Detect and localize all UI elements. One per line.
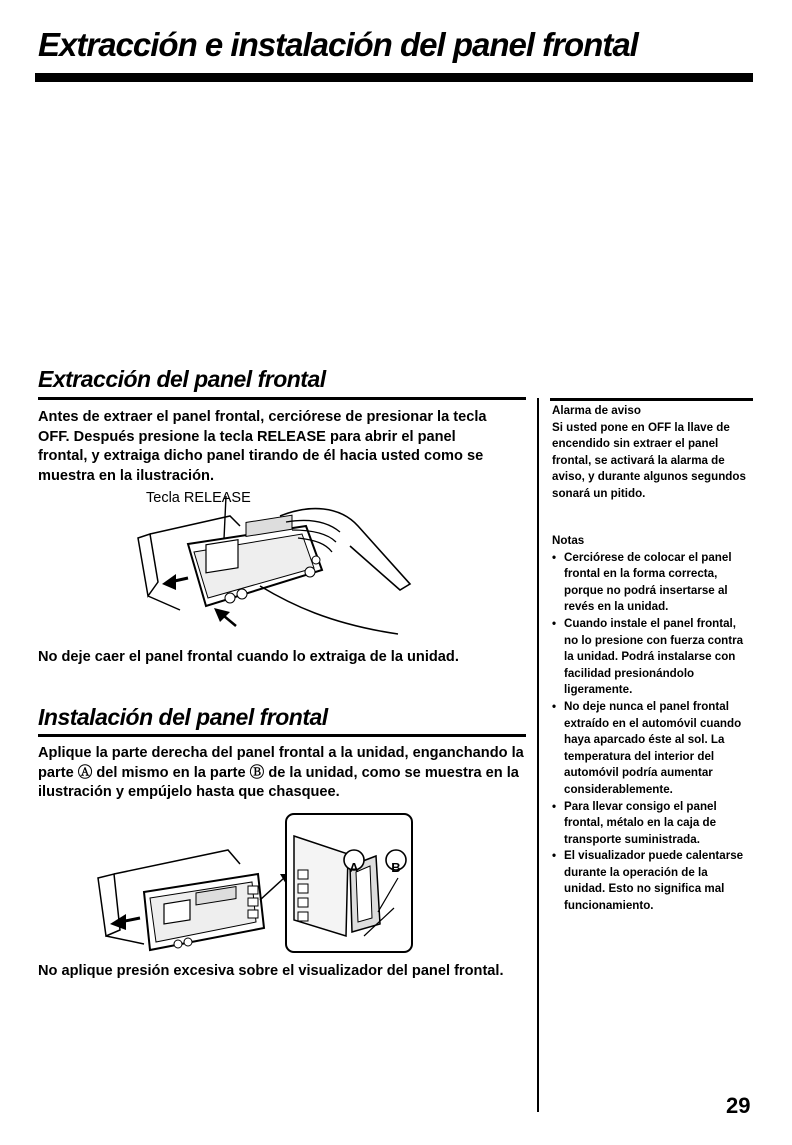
installation-rule — [38, 734, 526, 737]
installation-figure — [88, 808, 418, 958]
notes-box — [552, 533, 762, 915]
label-b: B — [391, 860, 401, 875]
title-rule — [35, 73, 753, 82]
extraction-rule — [38, 397, 526, 400]
list-item: • Para llevar consigo el panel frontal, métalo en la caja de transporte suministrada. — [552, 799, 752, 849]
extraction-figure — [110, 486, 420, 646]
list-item: • Cerciórese de colocar el panel frontal en la forma correcta, porque no podrá insertarse al revés en la unidad. — [552, 550, 752, 616]
installation-heading: Instalación del panel frontal — [38, 704, 328, 730]
release-key-label: Tecla RELEASE — [146, 490, 251, 506]
page-title: Extracción e instalación del panel frontal — [38, 26, 638, 63]
extraction-caption: No deje caer el panel frontal cuando lo extraiga de la unidad. — [38, 649, 459, 665]
alarm-text: Si usted pone en OFF la llave de encendido sin extraer el panel frontal, se activará la alarma de aviso, y durante algunos segundos sonará un pitido. — [552, 420, 746, 500]
list-item: • No deje nunca el panel frontal extraído en el automóvil cuando haya aparcado éste al sol. La temperatura del interior del automóvil podría aumentar considerablemente. — [552, 699, 752, 799]
list-item: • Cuando instale el panel frontal, no lo presione con fuerza contra la unidad. Podrá instalarse con facilidad presionándolo ligeramente. — [552, 616, 752, 699]
label-a: A — [349, 860, 359, 875]
installation-body: Aplique la parte derecha del panel frontal a la unidad, enganchando la parte Ⓐ del mismo en la parte Ⓑ de la unidad, como se muestra en la ilustración y empújelo hasta que chasquee. — [38, 745, 524, 801]
extraction-body: Antes de extraer el panel frontal, cerciórese de presionar la tecla OFF. Después presione la tecla RELEASE para abrir el panel frontal, y extraiga dicho panel tirando de él hacia usted como se muestra en la ilustración. — [38, 409, 487, 484]
list-item: • El visualizador puede calentarse durante la operación de la unidad. Esto no significa mal funcionamiento. — [552, 848, 752, 914]
panel-removal-illustration — [110, 486, 420, 646]
alarm-heading: Alarma de aviso — [552, 404, 641, 417]
installation-caption: No aplique presión excesiva sobre el visualizador del panel frontal. — [38, 963, 504, 979]
panel-installation-illustration — [88, 808, 418, 958]
notes-list — [552, 550, 752, 915]
sidebar-rule — [550, 398, 753, 401]
alarm-box — [552, 403, 762, 503]
page-number: 29 — [726, 1093, 751, 1118]
extraction-heading: Extracción del panel frontal — [38, 366, 326, 392]
column-divider — [537, 398, 539, 1112]
notes-heading: Notas — [552, 534, 585, 547]
